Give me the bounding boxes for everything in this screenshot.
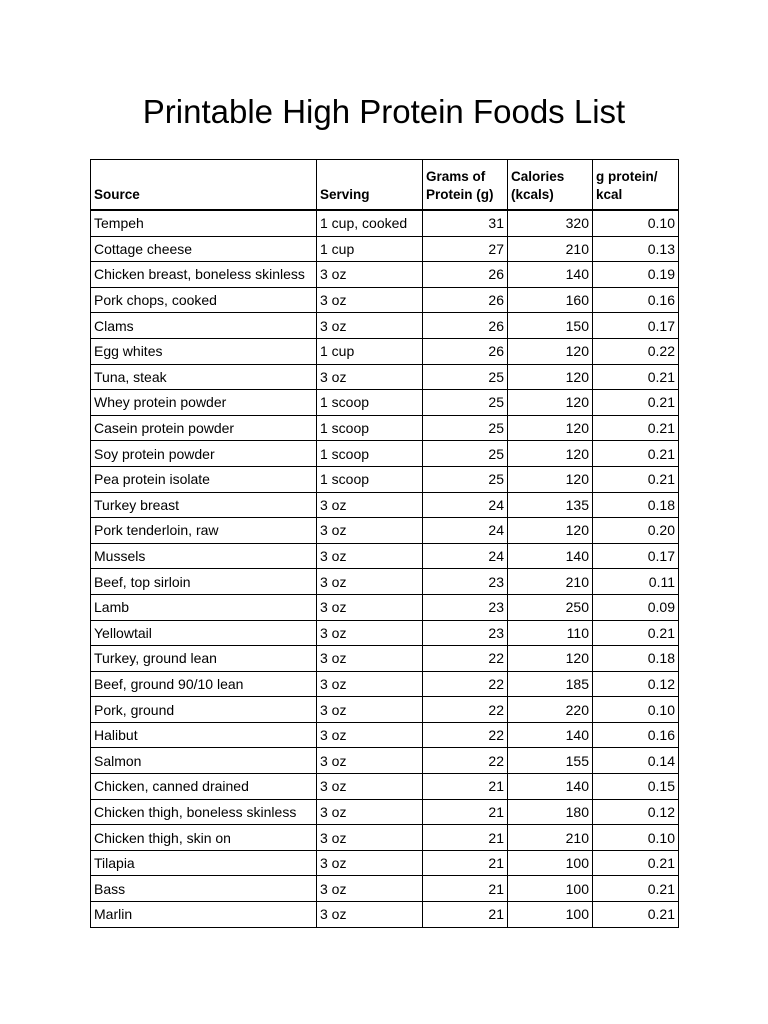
table-row xyxy=(91,210,679,236)
cell-serving: 1 scoop xyxy=(317,415,423,441)
table-row xyxy=(91,671,679,697)
cell-calories: 320 xyxy=(508,210,593,236)
cell-protein-grams: 21 xyxy=(423,825,508,851)
table-row xyxy=(91,620,679,646)
table-row xyxy=(91,262,679,288)
cell-serving: 3 oz xyxy=(317,799,423,825)
cell-source: Yellowtail xyxy=(91,620,317,646)
table-row xyxy=(91,569,679,595)
cell-source: Chicken breast, boneless skinless xyxy=(91,262,317,288)
cell-serving: 3 oz xyxy=(317,262,423,288)
cell-calories: 160 xyxy=(508,287,593,313)
cell-protein-grams: 21 xyxy=(423,799,508,825)
cell-source: Halibut xyxy=(91,722,317,748)
table-row xyxy=(91,287,679,313)
cell-protein-grams: 21 xyxy=(423,902,508,928)
header-calories-line1: Calories xyxy=(511,169,565,184)
cell-calories: 100 xyxy=(508,902,593,928)
cell-source: Chicken thigh, skin on xyxy=(91,825,317,851)
cell-calories: 140 xyxy=(508,722,593,748)
cell-calories: 140 xyxy=(508,543,593,569)
cell-protein-grams: 26 xyxy=(423,338,508,364)
cell-source: Whey protein powder xyxy=(91,390,317,416)
cell-protein-grams: 22 xyxy=(423,748,508,774)
cell-source: Mussels xyxy=(91,543,317,569)
cell-protein-per-kcal: 0.15 xyxy=(593,774,679,800)
cell-calories: 120 xyxy=(508,466,593,492)
cell-source: Cottage cheese xyxy=(91,236,317,262)
cell-protein-per-kcal: 0.10 xyxy=(593,825,679,851)
cell-protein-per-kcal: 0.21 xyxy=(593,390,679,416)
cell-serving: 3 oz xyxy=(317,543,423,569)
table-row xyxy=(91,390,679,416)
cell-calories: 120 xyxy=(508,646,593,672)
cell-serving: 3 oz xyxy=(317,594,423,620)
cell-calories: 140 xyxy=(508,774,593,800)
table-row xyxy=(91,543,679,569)
cell-calories: 250 xyxy=(508,594,593,620)
header-grams-line1: Grams of xyxy=(426,169,486,184)
cell-protein-grams: 21 xyxy=(423,876,508,902)
cell-protein-per-kcal: 0.22 xyxy=(593,338,679,364)
cell-serving: 3 oz xyxy=(317,492,423,518)
cell-calories: 135 xyxy=(508,492,593,518)
table-row xyxy=(91,236,679,262)
table-row xyxy=(91,415,679,441)
cell-calories: 220 xyxy=(508,697,593,723)
cell-protein-grams: 22 xyxy=(423,671,508,697)
cell-protein-per-kcal: 0.17 xyxy=(593,313,679,339)
table-row xyxy=(91,441,679,467)
cell-protein-per-kcal: 0.21 xyxy=(593,364,679,390)
cell-protein-grams: 21 xyxy=(423,774,508,800)
cell-protein-per-kcal: 0.21 xyxy=(593,902,679,928)
cell-protein-grams: 23 xyxy=(423,594,508,620)
cell-source: Beef, top sirloin xyxy=(91,569,317,595)
cell-serving: 1 scoop xyxy=(317,390,423,416)
table-row xyxy=(91,799,679,825)
cell-serving: 3 oz xyxy=(317,569,423,595)
cell-calories: 120 xyxy=(508,338,593,364)
cell-protein-grams: 24 xyxy=(423,492,508,518)
header-row xyxy=(91,160,679,211)
cell-source: Pork chops, cooked xyxy=(91,287,317,313)
cell-protein-grams: 26 xyxy=(423,287,508,313)
cell-serving: 3 oz xyxy=(317,876,423,902)
table-row xyxy=(91,338,679,364)
cell-protein-per-kcal: 0.18 xyxy=(593,646,679,672)
cell-protein-grams: 27 xyxy=(423,236,508,262)
table-row xyxy=(91,722,679,748)
cell-protein-per-kcal: 0.16 xyxy=(593,722,679,748)
table-row xyxy=(91,748,679,774)
cell-protein-grams: 21 xyxy=(423,850,508,876)
header-calories xyxy=(508,160,593,211)
cell-calories: 120 xyxy=(508,518,593,544)
page-title: Printable High Protein Foods List xyxy=(142,93,626,130)
cell-serving: 3 oz xyxy=(317,825,423,851)
header-ratio-line2: kcal xyxy=(596,187,623,202)
table-row xyxy=(91,518,679,544)
cell-protein-grams: 22 xyxy=(423,697,508,723)
table-row xyxy=(91,466,679,492)
cell-calories: 100 xyxy=(508,876,593,902)
header-protein-per-kcal xyxy=(593,160,679,211)
table-row xyxy=(91,902,679,928)
cell-protein-per-kcal: 0.21 xyxy=(593,441,679,467)
cell-protein-per-kcal: 0.21 xyxy=(593,850,679,876)
cell-serving: 3 oz xyxy=(317,287,423,313)
table-row xyxy=(91,313,679,339)
cell-source: Egg whites xyxy=(91,338,317,364)
protein-foods-table xyxy=(90,159,679,928)
cell-serving: 3 oz xyxy=(317,774,423,800)
cell-source: Salmon xyxy=(91,748,317,774)
cell-protein-per-kcal: 0.10 xyxy=(593,210,679,236)
header-ratio-line1: g protein/ xyxy=(596,169,658,184)
cell-source: Marlin xyxy=(91,902,317,928)
cell-protein-per-kcal: 0.18 xyxy=(593,492,679,518)
cell-protein-grams: 22 xyxy=(423,722,508,748)
cell-source: Bass xyxy=(91,876,317,902)
header-source-label: Source xyxy=(94,187,140,202)
cell-calories: 120 xyxy=(508,390,593,416)
cell-serving: 3 oz xyxy=(317,850,423,876)
cell-protein-grams: 25 xyxy=(423,390,508,416)
cell-protein-per-kcal: 0.17 xyxy=(593,543,679,569)
cell-protein-grams: 25 xyxy=(423,441,508,467)
cell-calories: 185 xyxy=(508,671,593,697)
table-row xyxy=(91,594,679,620)
cell-protein-per-kcal: 0.14 xyxy=(593,748,679,774)
cell-protein-per-kcal: 0.19 xyxy=(593,262,679,288)
cell-serving: 1 cup xyxy=(317,338,423,364)
cell-calories: 120 xyxy=(508,441,593,467)
cell-source: Pork tenderloin, raw xyxy=(91,518,317,544)
cell-serving: 1 cup xyxy=(317,236,423,262)
cell-calories: 180 xyxy=(508,799,593,825)
table-row xyxy=(91,646,679,672)
table-row xyxy=(91,825,679,851)
header-grams-protein xyxy=(423,160,508,211)
header-serving xyxy=(317,160,423,211)
cell-serving: 3 oz xyxy=(317,646,423,672)
cell-calories: 150 xyxy=(508,313,593,339)
cell-serving: 3 oz xyxy=(317,748,423,774)
cell-protein-grams: 24 xyxy=(423,518,508,544)
table-header xyxy=(91,160,679,211)
cell-protein-per-kcal: 0.16 xyxy=(593,287,679,313)
cell-protein-grams: 23 xyxy=(423,620,508,646)
table-row xyxy=(91,774,679,800)
cell-source: Casein protein powder xyxy=(91,415,317,441)
table-body xyxy=(91,210,679,927)
cell-serving: 3 oz xyxy=(317,671,423,697)
cell-source: Clams xyxy=(91,313,317,339)
cell-serving: 1 scoop xyxy=(317,441,423,467)
table-row xyxy=(91,492,679,518)
cell-serving: 1 scoop xyxy=(317,466,423,492)
cell-protein-grams: 25 xyxy=(423,364,508,390)
cell-calories: 210 xyxy=(508,825,593,851)
cell-protein-per-kcal: 0.21 xyxy=(593,876,679,902)
table-row xyxy=(91,876,679,902)
cell-protein-grams: 22 xyxy=(423,646,508,672)
cell-source: Turkey, ground lean xyxy=(91,646,317,672)
cell-serving: 3 oz xyxy=(317,364,423,390)
cell-calories: 120 xyxy=(508,364,593,390)
cell-protein-grams: 26 xyxy=(423,262,508,288)
cell-protein-grams: 23 xyxy=(423,569,508,595)
cell-calories: 155 xyxy=(508,748,593,774)
cell-calories: 140 xyxy=(508,262,593,288)
cell-source: Turkey breast xyxy=(91,492,317,518)
cell-protein-grams: 25 xyxy=(423,415,508,441)
cell-source: Beef, ground 90/10 lean xyxy=(91,671,317,697)
header-calories-line2: (kcals) xyxy=(511,187,554,202)
cell-serving: 1 cup, cooked xyxy=(317,210,423,236)
cell-protein-grams: 24 xyxy=(423,543,508,569)
cell-protein-per-kcal: 0.12 xyxy=(593,799,679,825)
cell-calories: 210 xyxy=(508,236,593,262)
cell-serving: 3 oz xyxy=(317,722,423,748)
cell-protein-per-kcal: 0.21 xyxy=(593,466,679,492)
header-grams-line2: Protein (g) xyxy=(426,187,494,202)
cell-source: Chicken thigh, boneless skinless xyxy=(91,799,317,825)
cell-protein-grams: 26 xyxy=(423,313,508,339)
cell-protein-per-kcal: 0.21 xyxy=(593,620,679,646)
cell-serving: 3 oz xyxy=(317,902,423,928)
table-row xyxy=(91,364,679,390)
cell-protein-per-kcal: 0.20 xyxy=(593,518,679,544)
cell-serving: 3 oz xyxy=(317,697,423,723)
cell-protein-per-kcal: 0.13 xyxy=(593,236,679,262)
cell-source: Lamb xyxy=(91,594,317,620)
cell-serving: 3 oz xyxy=(317,313,423,339)
cell-source: Soy protein powder xyxy=(91,441,317,467)
table-row xyxy=(91,697,679,723)
cell-calories: 120 xyxy=(508,415,593,441)
cell-serving: 3 oz xyxy=(317,620,423,646)
header-source xyxy=(91,160,317,211)
cell-source: Tilapia xyxy=(91,850,317,876)
cell-calories: 100 xyxy=(508,850,593,876)
header-serving-label: Serving xyxy=(320,187,370,202)
cell-protein-per-kcal: 0.21 xyxy=(593,415,679,441)
cell-serving: 3 oz xyxy=(317,518,423,544)
cell-source: Tuna, steak xyxy=(91,364,317,390)
cell-protein-per-kcal: 0.10 xyxy=(593,697,679,723)
cell-protein-per-kcal: 0.09 xyxy=(593,594,679,620)
cell-source: Chicken, canned drained xyxy=(91,774,317,800)
cell-source: Pea protein isolate xyxy=(91,466,317,492)
cell-source: Tempeh xyxy=(91,210,317,236)
cell-protein-grams: 31 xyxy=(423,210,508,236)
cell-source: Pork, ground xyxy=(91,697,317,723)
cell-protein-grams: 25 xyxy=(423,466,508,492)
cell-protein-per-kcal: 0.11 xyxy=(593,569,679,595)
cell-calories: 110 xyxy=(508,620,593,646)
cell-calories: 210 xyxy=(508,569,593,595)
table-row xyxy=(91,850,679,876)
cell-protein-per-kcal: 0.12 xyxy=(593,671,679,697)
